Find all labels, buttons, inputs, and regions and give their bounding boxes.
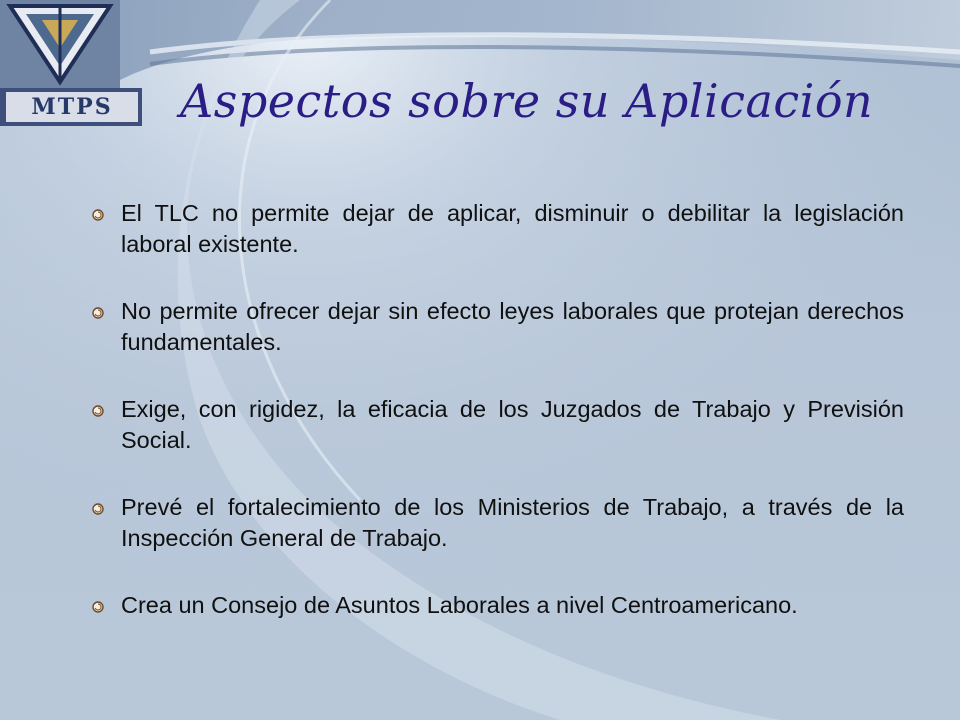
spiral-bullet-icon — [92, 503, 104, 515]
bullet-text: Exige, con rigidez, la eficacia de los Juzgados de Trabajo y Previsión Social. — [121, 396, 904, 453]
spiral-bullet-icon — [92, 209, 104, 221]
bullet-item — [92, 492, 904, 554]
slide-title: Aspectos sobre su Aplicación — [180, 74, 874, 128]
bullet-item — [92, 590, 904, 621]
spiral-bullet-icon — [92, 601, 104, 613]
bullet-item — [92, 394, 904, 456]
bullet-item — [92, 296, 904, 358]
spiral-bullet-icon — [92, 307, 104, 319]
bullet-list — [92, 198, 904, 657]
mtps-logo — [0, 0, 150, 128]
bullet-item — [92, 198, 904, 260]
bullet-text: No permite ofrecer dejar sin efecto leyes laborales que protejan derechos fundamentales. — [121, 298, 904, 355]
bullet-text: Crea un Consejo de Asuntos Laborales a nivel Centroamericano. — [121, 592, 798, 618]
bullet-text: Prevé el fortalecimiento de los Ministerios de Trabajo, a través de la Inspección General de Trabajo. — [121, 494, 904, 551]
bullet-text: El TLC no permite dejar de aplicar, disminuir o debilitar la legislación laboral existente. — [121, 200, 904, 257]
logo-wordmark: MTPS — [31, 94, 113, 120]
spiral-bullet-icon — [92, 405, 104, 417]
